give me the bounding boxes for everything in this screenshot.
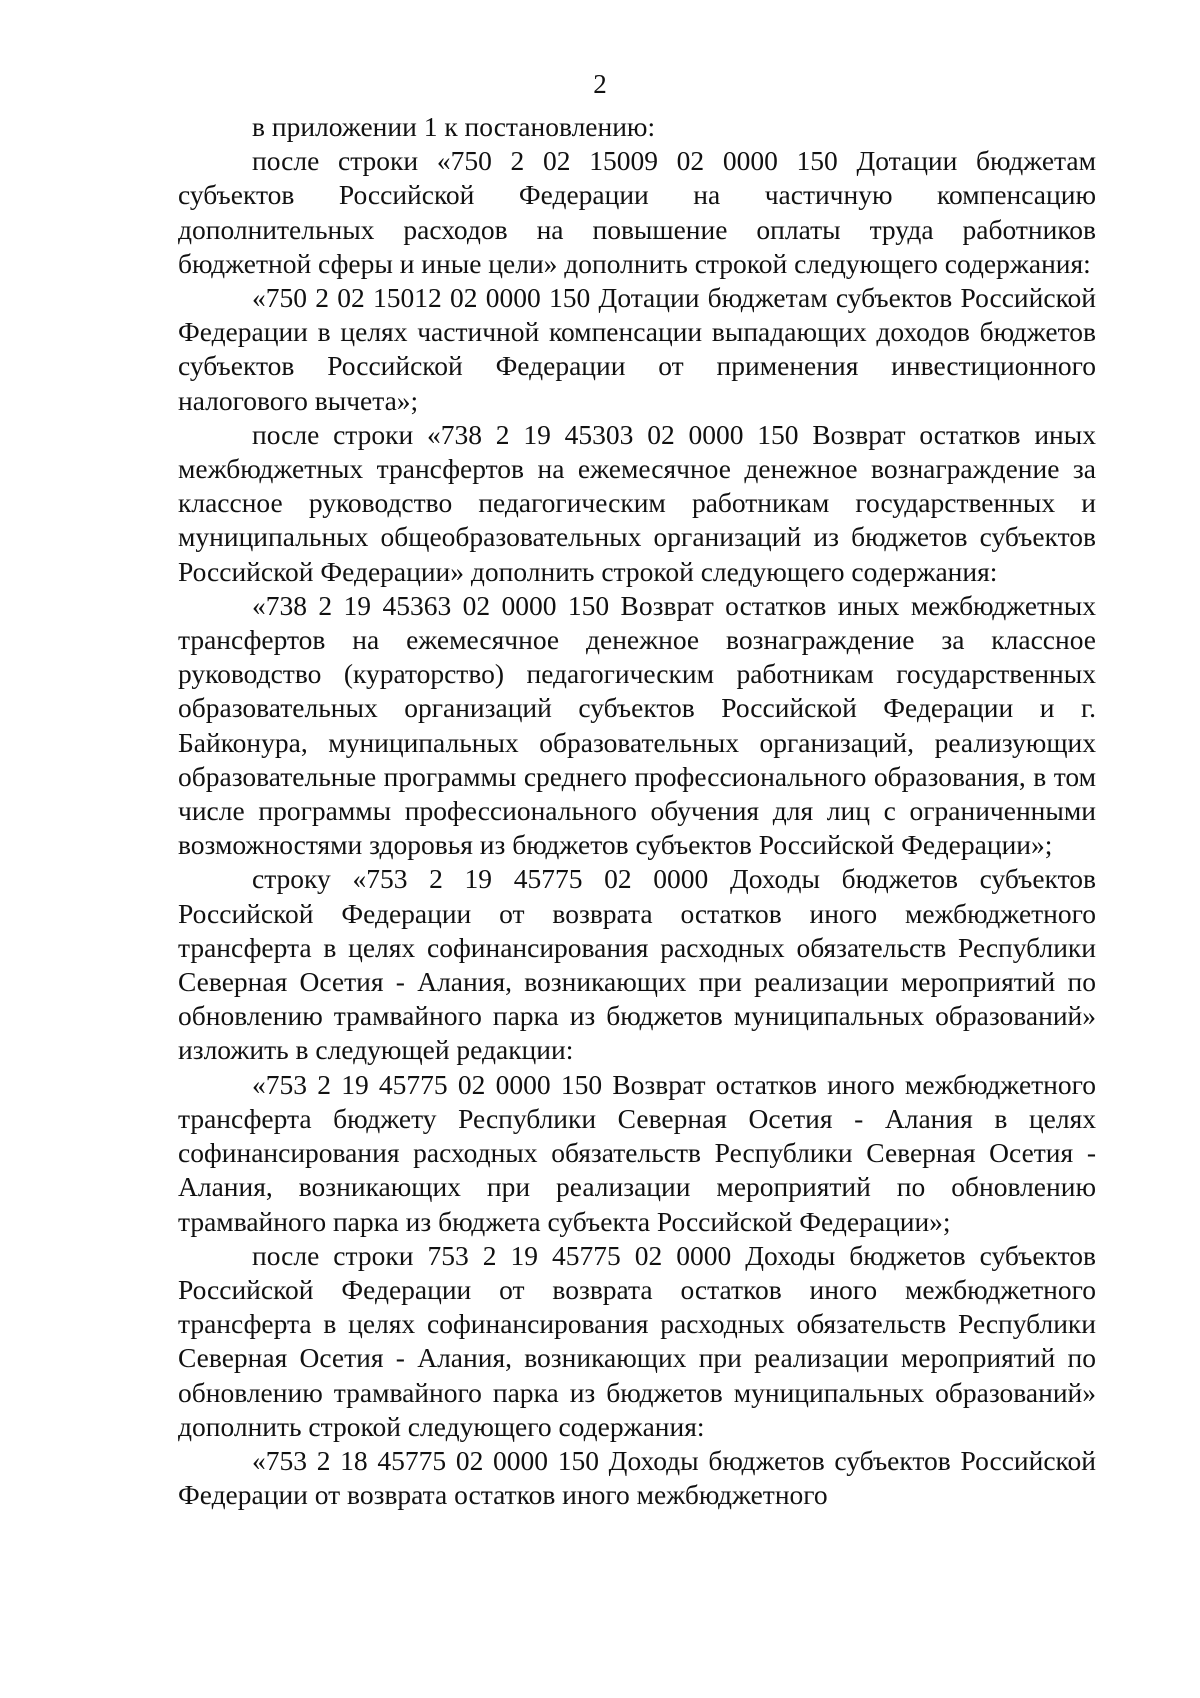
paragraph-new-753-45775-return: «753 2 19 45775 02 0000 150 Возврат остатков иного межбюджетного трансферта бюджету Республики Северная Осетия - Алания в целях софинансирования расходных обязательств Республики Северная Осетия - Алания, возникающих при реализации мероприятий по обновлению трамвайного парка из бюджета субъекта Российской Федерации»;	[178, 1068, 1096, 1237]
paragraph-intro: в приложении 1 к постановлению:	[252, 111, 656, 142]
paragraph-line-753-45775: строку «753 2 19 45775 02 0000 Доходы бюджетов субъектов Российской Федерации от возврата остатков иного межбюджетного трансферта в целях софинансирования расходных обязательств Республики Северная Осетия - Алания, возникающих при реализации мероприятий по обновлению трамвайного парка из бюджетов муниципальных образований» изложить в следующей редакции:	[178, 863, 1096, 1066]
paragraph-after-750-15009: после строки «750 2 02 15009 02 0000 150 Дотации бюджетам субъектов Российской Федерации на частичную компенсацию дополнительных расходов на повышение оплаты труда работников бюджетной сферы и иные цели» дополнить строкой следующего содержания:	[178, 145, 1096, 279]
paragraph-after-738-45303: после строки «738 2 19 45303 02 0000 150 Возврат остатков иных межбюджетных трансфертов на ежемесячное денежное вознаграждение за классное руководство педагогическим работникам государственных и муниципальных общеобразовательных организаций из бюджетов субъектов Российской Федерации» дополнить строкой следующего содержания:	[178, 418, 1096, 587]
paragraph-after-753-45775: после строки 753 2 19 45775 02 0000 Доходы бюджетов субъектов Российской Федерации от возврата остатков иного межбюджетного трансферта в целях софинансирования расходных обязательств Республики Северная Осетия - Алания, возникающих при реализации мероприятий по обновлению трамвайного парка из бюджетов муниципальных образований» дополнить строкой следующего содержания:	[178, 1239, 1096, 1442]
document-body	[178, 110, 1096, 1512]
paragraph-new-750-15012: «750 2 02 15012 02 0000 150 Дотации бюджетам субъектов Российской Федерации в целях частичной компенсации выпадающих доходов бюджетов субъектов Российской Федерации от применения инвестиционного налогового вычета»;	[178, 282, 1096, 416]
paragraph-new-753-2-18-45775: «753 2 18 45775 02 0000 150 Доходы бюджетов субъектов Российской Федерации от возврата остатков иного межбюджетного	[178, 1444, 1096, 1511]
paragraph-new-738-45363: «738 2 19 45363 02 0000 150 Возврат остатков иных межбюджетных трансфертов на ежемесячное денежное вознаграждение за классное руководство (кураторство) педагогическим работникам государственных образовательных организаций субъектов Российской Федерации и г. Байконура, муниципальных образовательных организаций, реализующих образовательные программы среднего профессионального образования, в том числе программы профессионального обучения для лиц с ограниченными возможностями здоровья из бюджетов субъектов Российской Федерации»;	[178, 589, 1096, 861]
page-number: 2	[593, 69, 607, 99]
